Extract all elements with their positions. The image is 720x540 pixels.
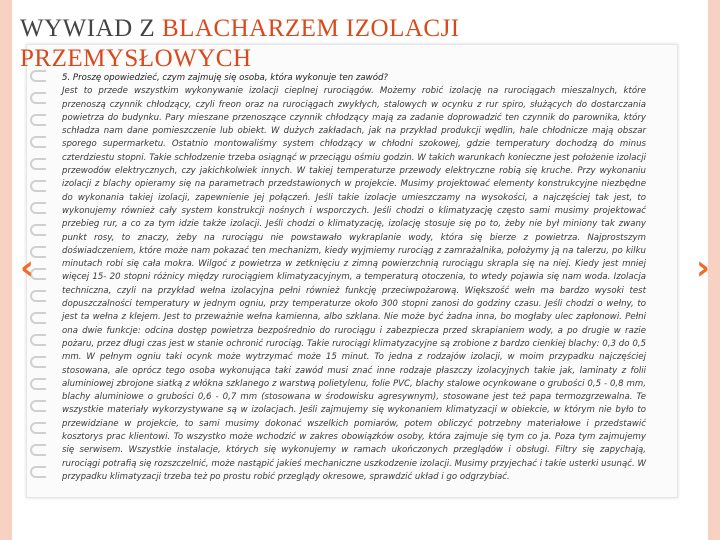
previous-page-icon[interactable]: ‹ — [19, 248, 34, 288]
document-text — [62, 72, 646, 484]
ring-icon — [30, 180, 46, 192]
ring-icon — [30, 290, 46, 302]
next-page-icon[interactable]: › — [695, 248, 710, 288]
answer-body: Jest to przede wszystkim wykonywanie izolacji cieplnej rurociągów. Możemy robić izolację na rurociągach mieszalnych, które przenoszą czynnik chłodzący, czyli freon oraz na rurociągach zwykłych, stalowych w ocynku z rur spiro, służących do dostarczania powietrza do budynku. Pary mieszane przenoszące czynnik chłodzący mają za zadanie doprowadzić ten czynnik do parownika, który schładza nam dane pomieszczenie lub obiekt. W dużych zakładach, jak na przykład produkcji wędlin, hale chłodnicze mają obszar sporego supermarketu. Ostatnio montowaliśmy system chłodzący w chłodni szokowej, gdzie temperatury dochodzą do minus czterdziestu stopni. Takie schłodzenie trzeba osiągnąć w przeciągu ośmiu godzin. W takich warunkach konieczne jest położenie izolacji przewodów elektrycznych, czy jakichkolwiek innych. W takiej temperaturze przewody elektryczne robią się kruche. Przy wykonaniu izolacji z blachy opieramy się na parametrach przedstawionych w projekcie. Musimy projektować elementy konstrukcyjne niezbędne do wykonania takiej izolacji, zapewnienie jej połączeń. Jeśli takie izolacje umieszczamy na wysokości, a najczęściej tak jest, to wykonujemy również cały system konstrukcji nośnych i wsporczych. Jeśli chodzi o klimatyzację często sami musimy projektować przebieg rur, a co za tym idzie także izolacji. Jeśli chodzi o klimatyzację, izolację stosuje się po to, żeby nie był miniony tak zwany punkt rosy, to znaczy, żeby na rurociągu nie powstawało wykraplanie wody, która się bierze z powietrza. Najprostszym doświadczeniem, które może nam pokazać ten mechanizm, kiedy wyjmiemy rurociąg z zamrażalnika, położymy ją na talerzu, po kilku minutach robi się cała mokra. Wilgoć z powietrza w zetknięciu z zimną powierzchnią rurociągu skrapla się na niej. Kiedy jest mniej więcej 15- 20 stopni różnicy między rurociągiem klimatyzacyjnym, a temperaturą otoczenia, to wtedy pojawia się nam woda. Izolacja techniczna, czyli na przykład wełna izolacyjna pełni również funkcję przeciwpożarową. Większość wełn ma bardzo wysoki test dopuszczalności temperatury w jednym ogniu, przy temperaturze około 300 stopni zanosi do godziny czasu. Jeśli chodzi o wełny, to jest ta wełna z klejem. Jest to przeważnie wełna kamienna, albo szklana. Nie może być żadna inna, bo mogłaby ulec zapłonowi. Pełni ona dwie funkcje: odcina dostęp powietrza bezpośrednio do rurociągu i zabezpiecza przed skrapianiem wody, a po drugie w razie pożaru, przez długi czas jest w stanie ochronić rurociąg. Takie rurociągi klimatyzacyjne są zrobione z bardzo cienkiej blachy: 0,3 do 0,5 mm. W pełnym ogniu taki ocynk może wytrzymać może 15 minut. To jedna z rodzajów izolacji, w moim przypadku najczęściej stosowana, ale oprócz tego osoba wykonująca taki zawód musi znać inne rodzaje płaszczy izolacyjnych takie jak, laminaty z folii aluminiowej zbrojone siatką z włókna szklanego z warstwą polietylenu, folie PVC, blachy stalowe ocynkowane o grubości 0,5 - 0,8 mm, blachy aluminiowe o grubości 0,6 - 0,7 mm (stosowana w środowisku agresywnym), stosowane jest też papa termozgrzewalna. Te wszystkie materiały wykorzystywane są w izolacjach. Jeśli zajmujemy się wykonaniem klimatyzacji w obiekcie, w którym nie było to przewidziane w projekcie, to sami musimy dokonać wszelkich pomiarów, potem obliczyć potrzebny materiałowe i przedstawić kosztorys prac klientowi. To wszystko może wchodzić w zakres obowiązków osoby, która zajmuje się tym co ja. Poza tym zajmujemy się serwisem. Wszystkie instalacje, których się wykonujemy w ramach ukończonych przeglądów i obsługi. Filtry się zapychają, rurociągi potrafią się rozszczelnić, może nastąpić jakieś mechaniczne uszkodzenie izolacji. Musimy przyjechać i takie usterki usunąć. W przypadku klimatyzacji trzeba też po prostu robić przeglądy okresowe, sprawdzić układ i go odgrzybiać. — [62, 86, 646, 482]
left-decorative-border — [0, 0, 12, 540]
ring-icon — [30, 334, 46, 346]
ring-icon — [30, 224, 46, 236]
title-part-3: PRZEMYSŁOWYCH — [20, 45, 252, 72]
question-heading: 5. Proszę opowiedzieć, czym zajmuję się osoba, która wykonuje ten zawód? — [62, 73, 388, 83]
slide-title — [20, 14, 540, 74]
ring-icon — [30, 92, 46, 104]
ring-icon — [30, 400, 46, 412]
ring-icon — [30, 378, 46, 390]
ring-icon — [30, 114, 46, 126]
title-part-2: BLACHARZEM IZOLACJI — [161, 15, 460, 42]
ring-icon — [30, 158, 46, 170]
ring-icon — [30, 356, 46, 368]
ring-icon — [30, 444, 46, 456]
ring-icon — [30, 202, 46, 214]
title-part-1: WYWIAD Z — [20, 15, 162, 42]
ring-icon — [30, 312, 46, 324]
ring-icon — [30, 466, 46, 478]
ring-icon — [30, 422, 46, 434]
ring-icon — [30, 136, 46, 148]
